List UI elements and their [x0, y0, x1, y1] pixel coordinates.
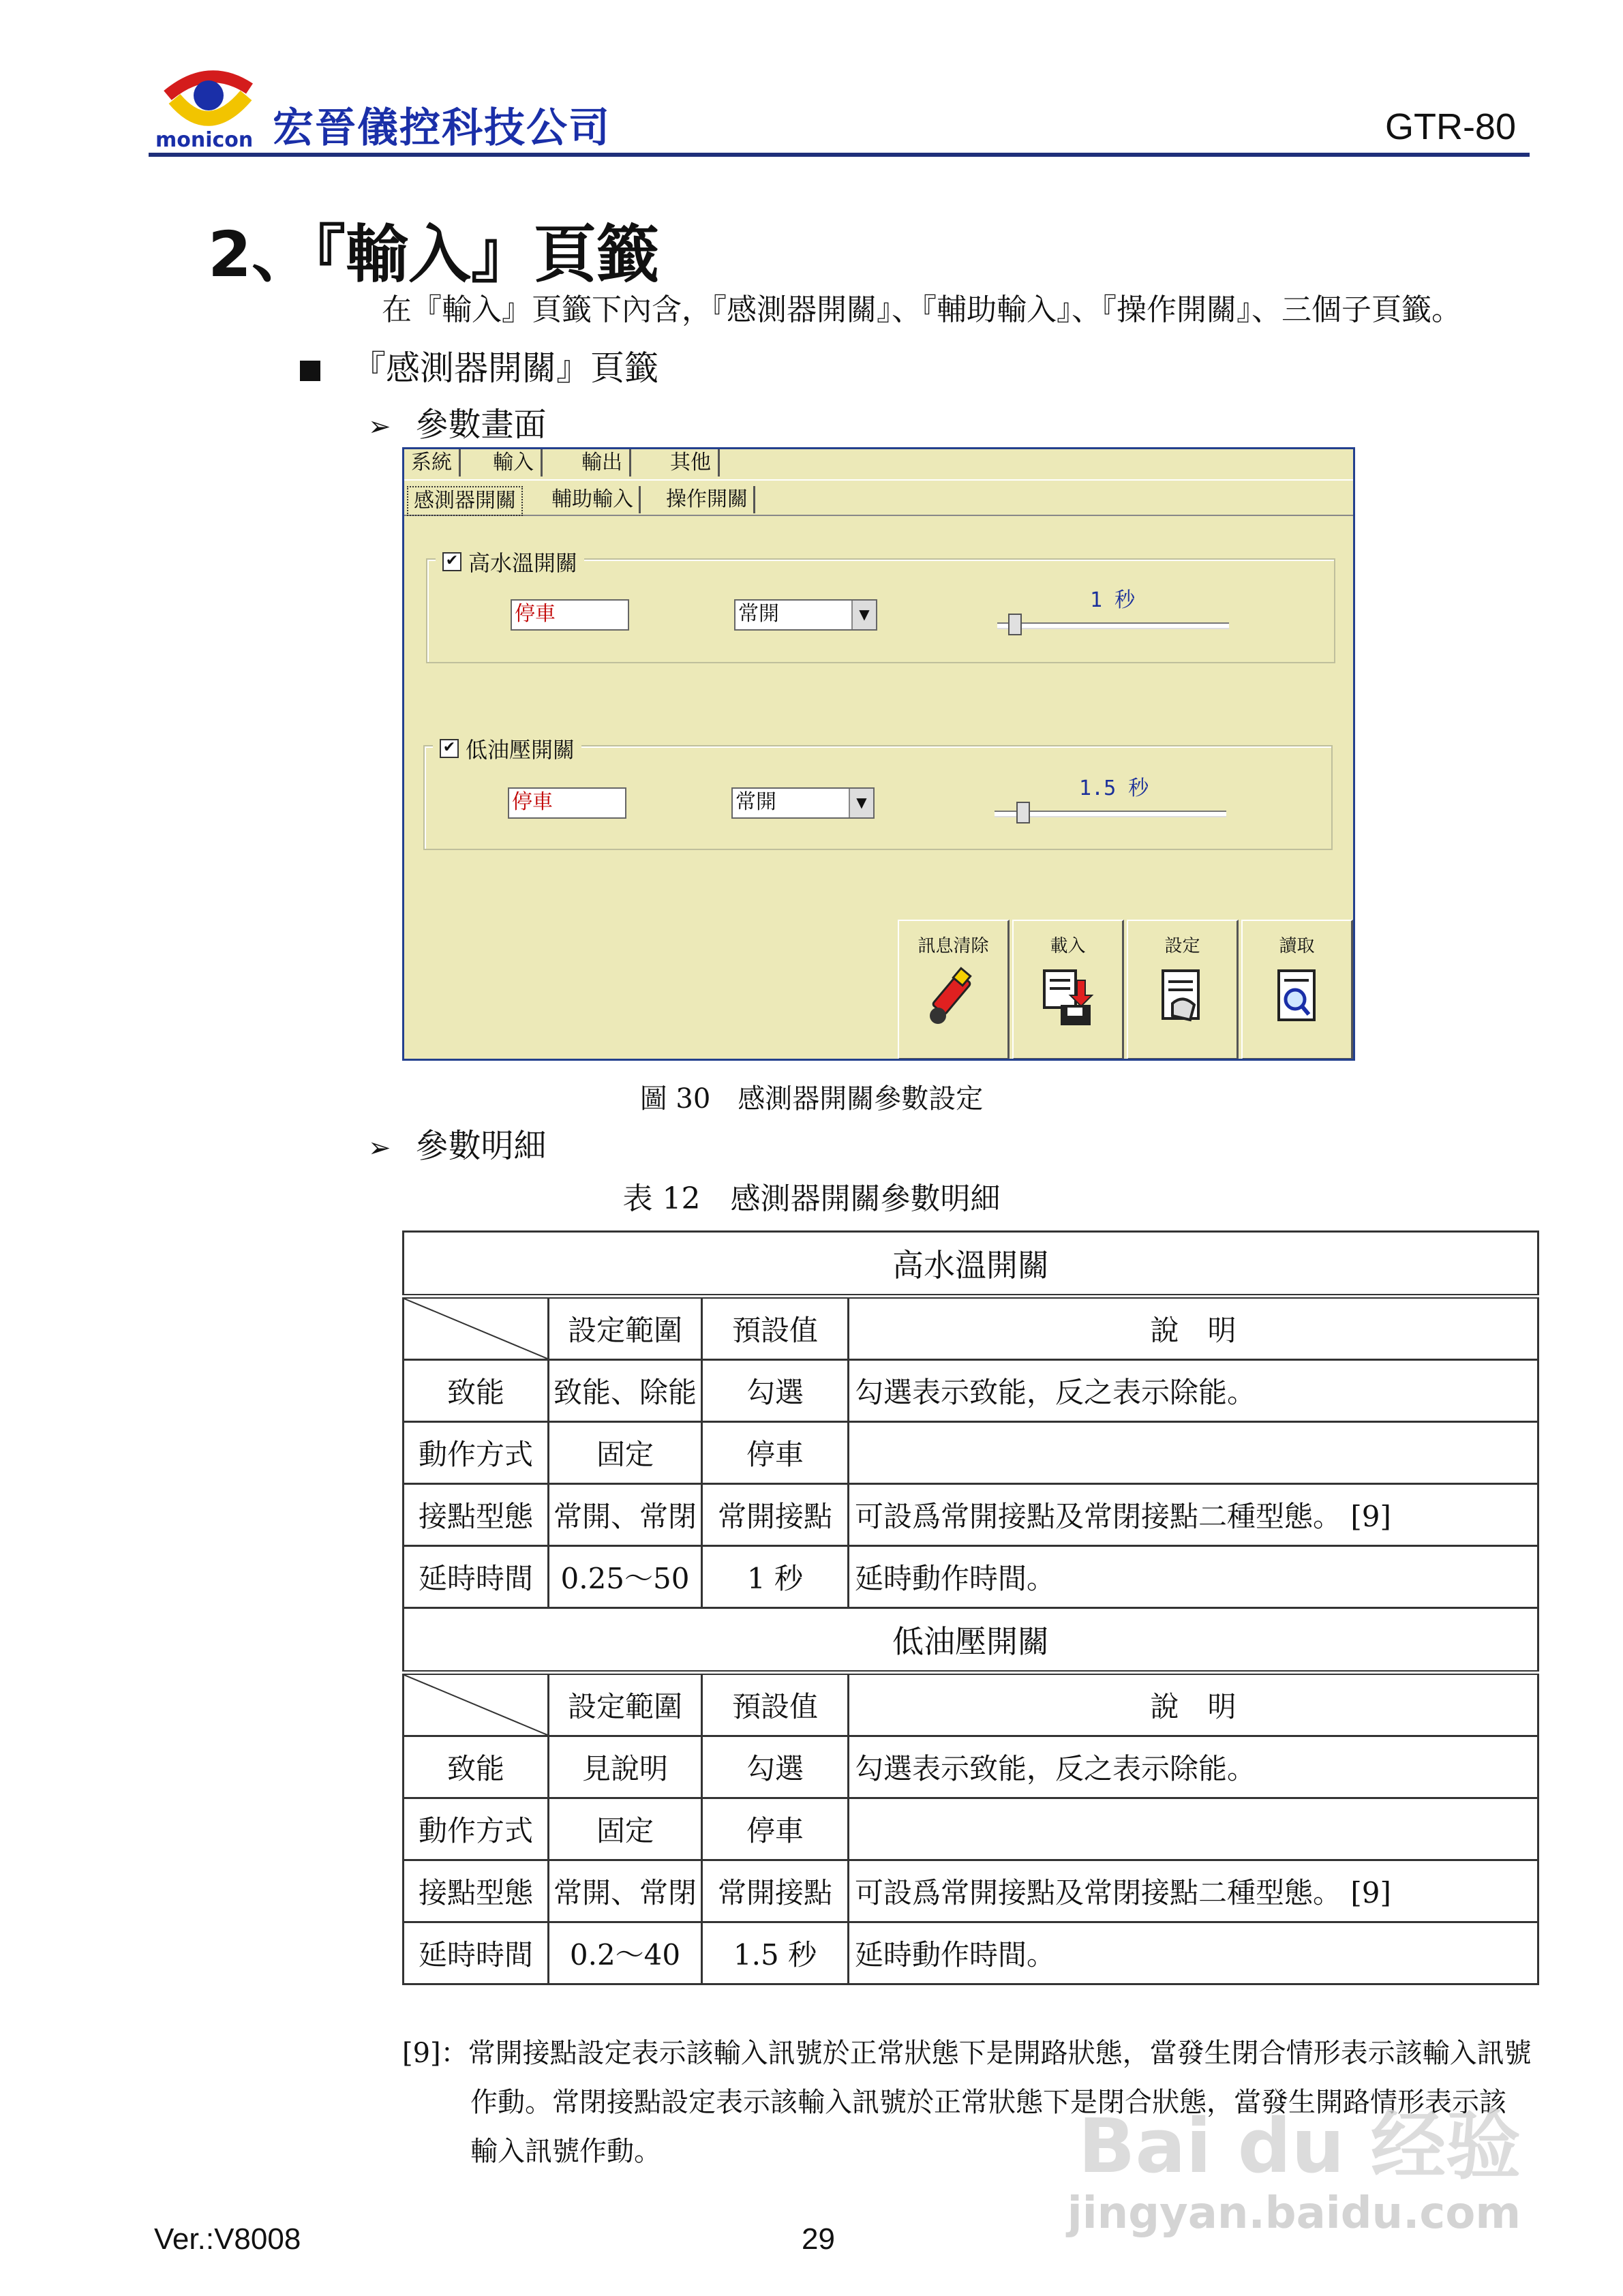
table-cell: 勾選表示致能，反之表示除能。	[849, 1736, 1538, 1798]
column-header: 說 明	[849, 1673, 1538, 1736]
table-cell: 接點型態	[404, 1860, 549, 1922]
tab-other[interactable]: 其他	[663, 449, 720, 477]
sub-heading-screen: ➢ 參數畫面	[368, 406, 547, 444]
checkbox-low-oil-pressure[interactable]: ✔	[440, 739, 459, 758]
table-header-row	[404, 1673, 1538, 1736]
settings-doc-icon	[1152, 967, 1213, 1028]
column-header: 預設值	[702, 1673, 849, 1736]
table-row	[404, 1860, 1538, 1922]
tab-input[interactable]: 輸入	[486, 449, 543, 477]
chevron-down-icon[interactable]: ▼	[851, 601, 876, 629]
page-number: 29	[802, 2222, 835, 2256]
table-row	[404, 1546, 1538, 1608]
eraser-icon	[923, 967, 984, 1028]
read-doc-icon	[1266, 967, 1328, 1028]
table-cell: 常開接點	[702, 1484, 849, 1546]
table-cell: 致能	[404, 1736, 549, 1798]
checkbox-high-water-temp[interactable]: ✔	[442, 552, 461, 571]
square-bullet-icon	[300, 361, 320, 381]
watermark-url: jingyan.baidu.com	[1067, 2188, 1521, 2239]
delay-slider-2[interactable]	[995, 811, 1226, 817]
table-cell: 勾選表示致能，反之表示除能。	[849, 1360, 1538, 1422]
parameter-table	[402, 1230, 1539, 1985]
table-cell: 可設爲常開接點及常閉接點二種型態。 [9]	[849, 1860, 1538, 1922]
subtab-aux-input[interactable]: 輔助輸入	[546, 486, 641, 513]
bullet-heading: 『感測器開關』頁籤	[300, 341, 658, 390]
section-title-cell: 高水溫開關	[404, 1232, 1538, 1297]
tab-system[interactable]: 系統	[404, 449, 461, 477]
table-cell	[849, 1798, 1538, 1860]
arrow-bullet-icon: ➢	[368, 1132, 391, 1164]
table-cell: 可設爲常開接點及常閉接點二種型態。 [9]	[849, 1484, 1538, 1546]
arrow-bullet-icon: ➢	[368, 411, 391, 442]
table-cell: 固定	[549, 1798, 702, 1860]
load-button[interactable]: 載入	[1012, 920, 1124, 1060]
footnote-line-1: [9]：常開接點設定表示該輸入訊號於正常狀態下是開路狀態，當發生閉合情形表示該輸入訊號	[402, 2038, 1532, 2069]
table-cell	[849, 1422, 1538, 1484]
group-high-water-temp-label[interactable]: ✔ 高水溫開關	[436, 546, 584, 577]
table-section-title	[404, 1608, 1538, 1673]
model-number: GTR-80	[1384, 106, 1516, 147]
settings-button[interactable]: 設定	[1127, 920, 1239, 1060]
table-cell: 延時時間	[404, 1922, 549, 1984]
table-cell: 延時動作時間。	[849, 1922, 1538, 1984]
table-row	[404, 1484, 1538, 1546]
main-tabbar	[404, 449, 1353, 481]
table-row	[404, 1736, 1538, 1798]
table-cell: 常開、常閉	[549, 1484, 702, 1546]
header-rule	[149, 153, 1530, 157]
clear-messages-button[interactable]: 訊息清除	[898, 920, 1010, 1060]
company-name: 宏晉儀控科技公司	[273, 104, 611, 152]
watermark: Bai du 经验	[1078, 2102, 1521, 2190]
diagonal-header-cell	[404, 1297, 549, 1360]
diagonal-header-cell	[404, 1673, 549, 1736]
section-title: 2、『輸入』頁籤	[208, 218, 660, 291]
column-header: 設定範圍	[549, 1673, 702, 1736]
table-cell: 0.25～50	[549, 1546, 702, 1608]
column-header: 預設值	[702, 1297, 849, 1360]
sub-heading-details: ➢ 參數明細	[368, 1127, 547, 1165]
load-disk-icon	[1037, 967, 1099, 1028]
table-cell: 停車	[702, 1422, 849, 1484]
column-header: 說 明	[849, 1297, 1538, 1360]
contact-select-2[interactable]: 常開 ▼	[731, 787, 875, 819]
table-row	[404, 1798, 1538, 1860]
subtab-operation-switch[interactable]: 操作開關	[661, 486, 755, 513]
table-cell: 固定	[549, 1422, 702, 1484]
company-logo	[154, 48, 263, 150]
table-header-row	[404, 1297, 1538, 1360]
section-title-cell: 低油壓開關	[404, 1608, 1538, 1673]
table-cell: 停車	[702, 1798, 849, 1860]
table-cell: 常開、常閉	[549, 1860, 702, 1922]
contact-select-1[interactable]: 常開 ▼	[734, 599, 877, 631]
table-row	[404, 1360, 1538, 1422]
section-intro: 在『輸入』頁籤下內含，『感測器開關』、『輔助輸入』、『操作開關』、三個子頁籤。	[382, 292, 1461, 327]
version-label: Ver.:V8008	[154, 2222, 301, 2256]
table-cell: 接點型態	[404, 1484, 549, 1546]
table-section-title	[404, 1232, 1538, 1297]
table-cell: 見說明	[549, 1736, 702, 1798]
table-cell: 常開接點	[702, 1860, 849, 1922]
read-button[interactable]: 讀取	[1241, 920, 1353, 1060]
table-cell: 0.2～40	[549, 1922, 702, 1984]
table-cell: 致能	[404, 1360, 549, 1422]
action-field-2[interactable]: 停車	[508, 787, 626, 819]
subtab-sensor-switch[interactable]: 感測器開關	[407, 486, 523, 516]
column-header: 設定範圍	[549, 1297, 702, 1360]
footnote-line-3: 輸入訊號作動。	[470, 2136, 661, 2167]
svg-text:monicon: monicon	[155, 128, 254, 150]
table-caption: 表 12 感測器開關參數明細	[622, 1181, 1001, 1216]
tab-output[interactable]: 輸出	[575, 449, 631, 477]
app-screenshot	[402, 447, 1355, 1061]
group-low-oil-pressure-label[interactable]: ✔ 低油壓開關	[433, 733, 581, 764]
slider-thumb-1[interactable]	[1008, 614, 1022, 635]
table-cell: 1 秒	[702, 1546, 849, 1608]
delay-label-2: 1.5 秒	[1079, 776, 1149, 800]
action-field-1[interactable]: 停車	[511, 599, 629, 631]
delay-slider-1[interactable]	[997, 622, 1229, 629]
footnote-line-2: 作動。常閉接點設定表示該輸入訊號於正常狀態下是閉合狀態，當發生開路情形表示該	[470, 2087, 1506, 2118]
table-cell: 延時時間	[404, 1546, 549, 1608]
table-row	[404, 1422, 1538, 1484]
table-cell: 勾選	[702, 1736, 849, 1798]
table-cell: 1.5 秒	[702, 1922, 849, 1984]
delay-label-1: 1 秒	[1090, 588, 1136, 612]
chevron-down-icon[interactable]: ▼	[849, 789, 873, 817]
table-cell: 延時動作時間。	[849, 1546, 1538, 1608]
table-cell: 致能、除能	[549, 1360, 702, 1422]
figure-caption: 圖 30 感測器開關參數設定	[639, 1083, 984, 1115]
table-cell: 動作方式	[404, 1422, 549, 1484]
slider-thumb-2[interactable]	[1016, 802, 1030, 824]
table-row	[404, 1922, 1538, 1984]
table-cell: 勾選	[702, 1360, 849, 1422]
table-cell: 動作方式	[404, 1798, 549, 1860]
